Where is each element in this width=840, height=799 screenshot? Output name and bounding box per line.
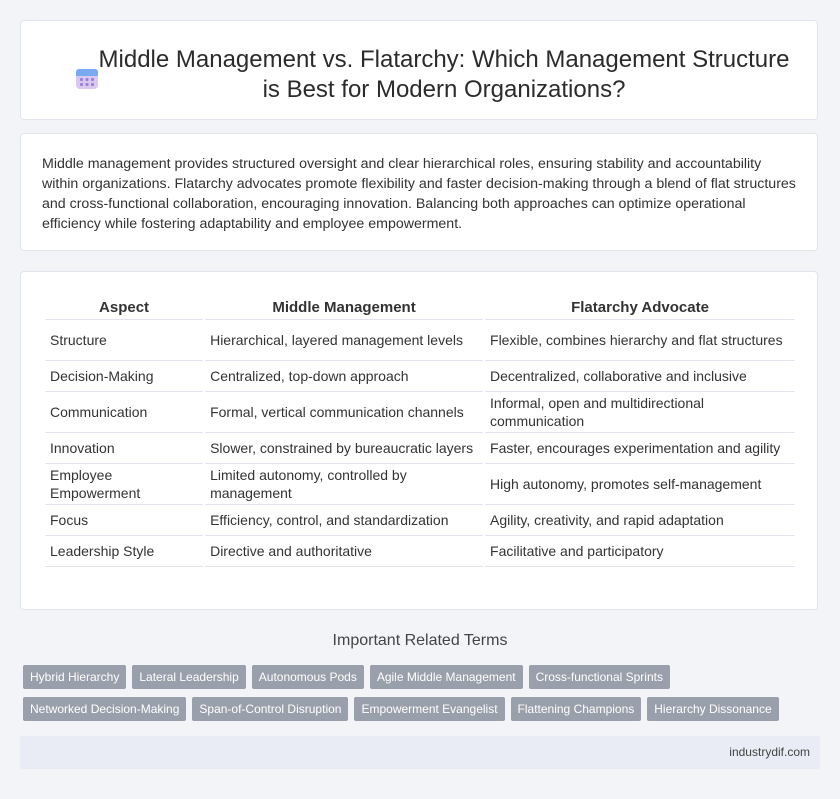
cell-flatarchy: Faster, encourages experimentation and agility [485,433,795,464]
tag-hybrid-hierarchy[interactable]: Hybrid Hierarchy [23,665,126,689]
cell-aspect: Structure [45,320,203,361]
tag-span-of-control-disruption[interactable]: Span-of-Control Disruption [192,697,348,721]
intro-text: Middle management provides structured oversight and clear hierarchical roles, ensuring stability and accountability within organizations. Flatarchy advocates promote flexibility and faster decision-making through a blend of flat structures and cross-functional collaboration, encouraging innovation. Balancing both approaches can optimize operational efficiency while fostering adaptability and employee empowerment. [42,156,796,232]
cell-middle: Hierarchical, layered management levels [205,320,483,361]
cell-aspect: Innovation [45,433,203,464]
cell-flatarchy: Flexible, combines hierarchy and flat structures [485,320,795,361]
related-tags-row-2 [23,697,823,721]
tag-networked-decision-making[interactable]: Networked Decision-Making [23,697,186,721]
comparison-card [20,271,818,610]
comparison-table [43,296,797,567]
table-row [45,320,795,361]
tag-agile-middle-management[interactable]: Agile Middle Management [370,665,523,689]
cell-flatarchy: Agility, creativity, and rapid adaptation [485,505,795,536]
cell-flatarchy: Decentralized, collaborative and inclusive [485,361,795,392]
cell-middle: Formal, vertical communication channels [205,392,483,433]
tag-flattening-champions[interactable]: Flattening Champions [511,697,642,721]
cell-middle: Limited autonomy, controlled by management [205,464,483,505]
header-flatarchy-advocate: Flatarchy Advocate [485,296,795,320]
related-tags-row-1 [23,665,823,689]
cell-aspect: Decision-Making [45,361,203,392]
table-row [45,361,795,392]
tag-lateral-leadership[interactable]: Lateral Leadership [132,665,245,689]
header-aspect: Aspect [45,296,203,320]
table-row [45,392,795,433]
table-row [45,464,795,505]
table-row [45,536,795,567]
cell-aspect: Focus [45,505,203,536]
cell-middle: Slower, constrained by bureaucratic layers [205,433,483,464]
tag-cross-functional-sprints[interactable]: Cross-functional Sprints [529,665,670,689]
cell-flatarchy: High autonomy, promotes self-management [485,464,795,505]
page-title [91,45,797,105]
table-row [45,505,795,536]
tag-empowerment-evangelist[interactable]: Empowerment Evangelist [354,697,504,721]
tag-hierarchy-dissonance[interactable]: Hierarchy Dissonance [647,697,778,721]
cell-aspect: Communication [45,392,203,433]
title-card [20,20,818,120]
footer-site[interactable]: industrydif.com [729,745,810,759]
footer [20,736,820,769]
cell-middle: Centralized, top-down approach [205,361,483,392]
cell-flatarchy: Facilitative and participatory [485,536,795,567]
cell-middle: Efficiency, control, and standardization [205,505,483,536]
header-middle-management: Middle Management [205,296,483,320]
cell-middle: Directive and authoritative [205,536,483,567]
intro-card [20,133,818,251]
related-terms-title: Important Related Terms [332,632,508,649]
table-header-row [45,296,795,320]
title-line-1: Middle Management vs. Flatarchy: Which Management Structure [98,46,790,73]
cell-flatarchy: Informal, open and multidirectional communication [485,392,795,433]
cell-aspect: Employee Empowerment [45,464,203,505]
cell-aspect: Leadership Style [45,536,203,567]
tag-autonomous-pods[interactable]: Autonomous Pods [252,665,364,689]
table-row [45,433,795,464]
title-line-2: is Best for Modern Organizations? [262,76,626,103]
